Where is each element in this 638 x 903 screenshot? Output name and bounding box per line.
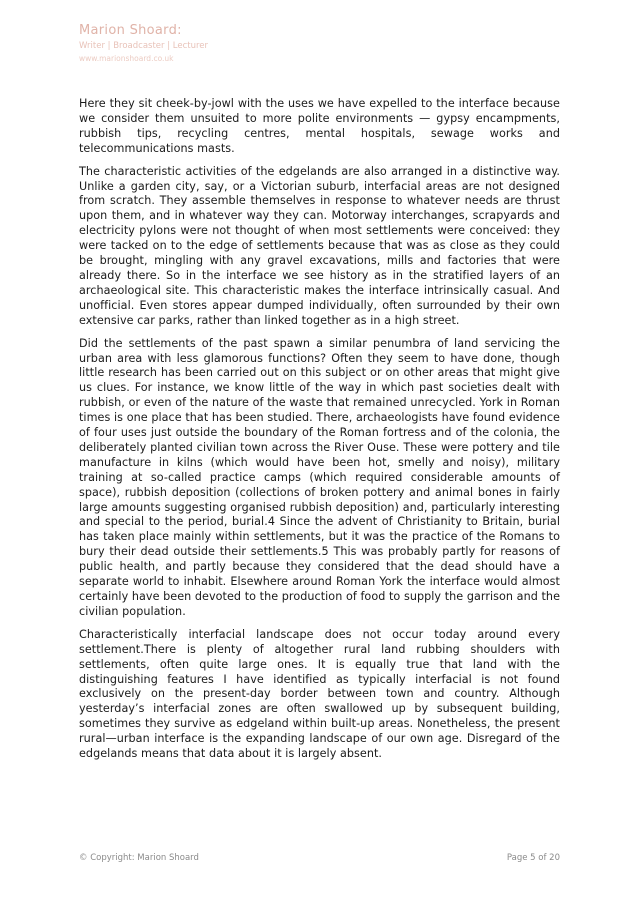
page-number: Page 5 of 20 [506,853,560,863]
paragraph: Here they sit cheek-by-jowl with the uses we have expelled to the interface because we consider them unsuited to more polite environments — gypsy encampments, rubbish tips, recycling centres, mental hospitals, sewage works and telecommunications masts. [79,97,560,155]
copyright-notice: © Copyright: Marion Shoard [79,853,199,863]
paragraph: The characteristic activities of the edgelands are also arranged in a distinctive way. Unlike a garden city, say, or a Victorian suburb, interfacial areas are not designed from scratch. They assemble themselves in response to whatever needs are thrust upon them, and in whatever way they can. Motorway interchanges, scrapyards and electricity pylons were not thought of when most settlements were conceived: they were tacked on to the edge of settlements because that was as close as they could be brought, mingling with any gravel excavations, mills and factories that were already there. So in the interface we see history as in the stratified layers of an archaeological site. This characteristic makes the interface intrinsically casual. And unofficial. Even stores appear dumped individually, often surrounded by their own extensive car parks, rather than linked together as in a high street. [79,164,560,327]
website-link[interactable]: www.marionshoard.co.uk [79,54,174,63]
body-text [79,97,560,770]
page-footer [79,853,560,863]
paragraph: Characteristically interfacial landscape does not occur today around every settlement.There is plenty of altogether rural land rubbing shoulders with settlements, often quite large ones. It is equally true that land with the distinguishing features I have identified as typically interfacial is not found exclusively on the present-day border between town and country. Although yesterday’s interfacial zones are often swallowed up by subsequent building, sometimes they survive as edgeland within built-up areas. Nonetheless, the present rural—urban interface is the expanding landscape of our own age. Disregard of the edgelands means that data about it is largely absent. [79,627,560,761]
author-name: Marion Shoard: [79,23,182,38]
page-header [79,23,559,64]
author-roles: Writer | Broadcaster | Lecturer [79,41,209,51]
paragraph: Did the settlements of the past spawn a similar penumbra of land servicing the urban area with less glamorous functions? Often they seem to have done, though little research has been carried out on this subject or on other areas that might give us clues. For instance, we know little of the way in which past societies dealt with rubbish, or even of the nature of the waste that remained unrecycled. York in Roman times is one place that has been studied. There, archaeologists have found evidence of four uses just outside the boundary of the Roman fortress and of the colonia, the deliberately planted civilian town across the River Ouse. These were pottery and tile manufacture in kilns (which would have been hot, smelly and noisy), military training at so-called practice camps (which required considerable amounts of space), rubbish deposition (collections of broken pottery and animal bones in fairly large amounts suggesting organised rubbish deposition) and, particularly interesting and special to the period, burial.4 Since the advent of Christianity to Britain, burial has taken place mainly within settlements, but it was the practice of the Romans to bury their dead outside their settlements.5 This was probably partly for reasons of public health, and partly because they considered that the dead should have a separate world to inhabit. Elsewhere around Roman York the interface would almost certainly have been devoted to the production of food to supply the garrison and the civilian population. [79,336,560,618]
